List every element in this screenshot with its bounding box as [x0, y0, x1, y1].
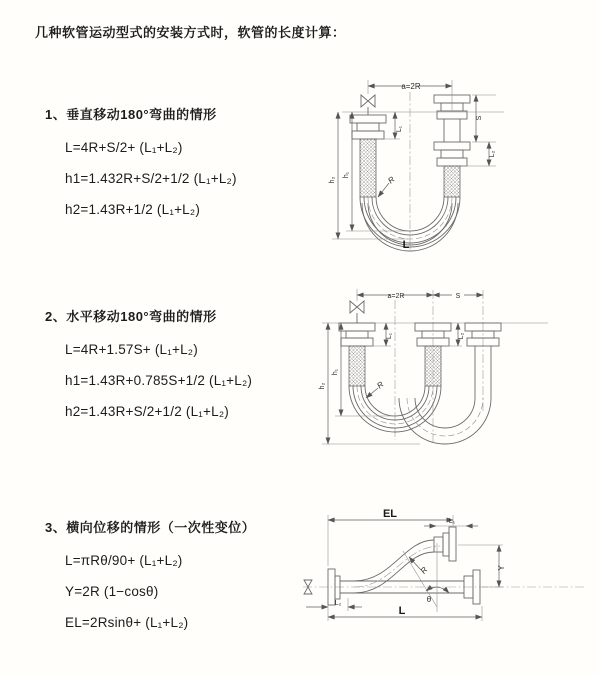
label-a2r: a=2R — [387, 293, 405, 300]
label-l: L — [398, 605, 406, 617]
angle-theta — [426, 587, 449, 604]
section-horizontal-180 — [45, 306, 252, 427]
section-1-formulas — [45, 132, 237, 225]
label-r: R — [375, 379, 386, 391]
radius-callout — [378, 175, 397, 197]
braided-hose-middle — [425, 346, 441, 386]
label-l2: L₂ — [458, 332, 465, 340]
label-l1: L₁ — [396, 125, 403, 133]
left-fitting — [339, 323, 375, 346]
label-r: R — [386, 174, 397, 186]
diagram-lateral-displacement — [295, 498, 597, 656]
radius-callout — [366, 380, 386, 398]
section-3-formulas — [45, 545, 255, 638]
dimension-l — [328, 605, 482, 621]
label-l: L — [402, 239, 410, 251]
diagram-horizontal-180-bend — [305, 282, 590, 470]
formula-y: Y=2R (1−cosθ) — [65, 584, 159, 599]
label-s: S — [476, 115, 483, 121]
dimension-l1 — [367, 323, 393, 346]
section-2-heading: 2、水平移动180°弯曲的情形 — [45, 309, 217, 324]
hose-centerline-arc-moved — [407, 398, 483, 436]
label-h1: h₁ — [343, 171, 350, 179]
formula-h2: h2=1.43R+1/2 (L₁+L₂) — [65, 202, 201, 217]
page-title: 几种软管运动型式的安装方式时，软管的长度计算： — [35, 25, 346, 40]
braided-hose-left — [349, 346, 365, 386]
dimension-a2r — [357, 289, 433, 301]
section-3-heading: 3、横向位移的情形（一次性变位） — [45, 520, 256, 535]
valve-icon — [350, 301, 364, 323]
formula-h2: h2=1.43R+S/2+1/2 (L₁+L₂) — [65, 404, 229, 419]
label-l2: L₂ — [334, 600, 342, 607]
formula-h1: h1=1.43R+0.785S+1/2 (L₁+L₂) — [65, 373, 253, 388]
formula-length: L=4R+1.57S+ (L₁+L₂) — [65, 342, 198, 357]
hose-u-bend-moved — [399, 398, 491, 444]
formula-el: EL=2Rsinθ+ (L₁+L₂) — [65, 615, 189, 630]
label-s: S — [455, 293, 461, 300]
section-vertical-180 — [45, 104, 237, 225]
label-h2: h₂ — [319, 382, 326, 390]
formula-length: L=4R+S/2+ (L₁+L₂) — [65, 140, 183, 155]
dimension-l1 — [424, 518, 478, 526]
dimension-l2 — [443, 323, 465, 346]
label-r: R — [418, 565, 430, 576]
label-h2: h₂ — [329, 176, 336, 184]
dimension-h2 — [319, 323, 420, 444]
label-el: EL — [382, 508, 398, 520]
label-theta: θ — [426, 595, 432, 604]
braided-hose-left — [360, 139, 376, 197]
label-l1: L₁ — [448, 518, 456, 525]
section-lateral-displacement — [45, 517, 255, 638]
diagram-vertical-180-bend — [315, 68, 585, 260]
upper-right-flange — [434, 527, 456, 561]
label-l2: L₂ — [489, 150, 496, 158]
label-a2r: a=2R — [401, 82, 421, 91]
dimension-s — [433, 293, 483, 300]
dimension-y — [458, 545, 506, 587]
section-2-formulas — [45, 334, 252, 427]
label-l1: L₁ — [386, 332, 393, 340]
formula-length: L=πRθ/90+ (L₁+L₂) — [65, 553, 183, 568]
radius-line — [403, 551, 437, 607]
braided-hose-right — [444, 166, 460, 197]
dimension-l2 — [489, 142, 496, 166]
left-fitting — [350, 115, 386, 139]
label-h1: h₁ — [332, 368, 339, 376]
section-1-heading: 1、垂直移动180°弯曲的情形 — [45, 107, 217, 122]
dimension-l1 — [378, 112, 403, 139]
right-fitting-lower — [434, 142, 470, 166]
formula-h1: h1=1.432R+S/2+1/2 (L₁+L₂) — [65, 171, 237, 186]
dimension-l2 — [306, 598, 362, 611]
label-y: Y — [497, 565, 506, 571]
